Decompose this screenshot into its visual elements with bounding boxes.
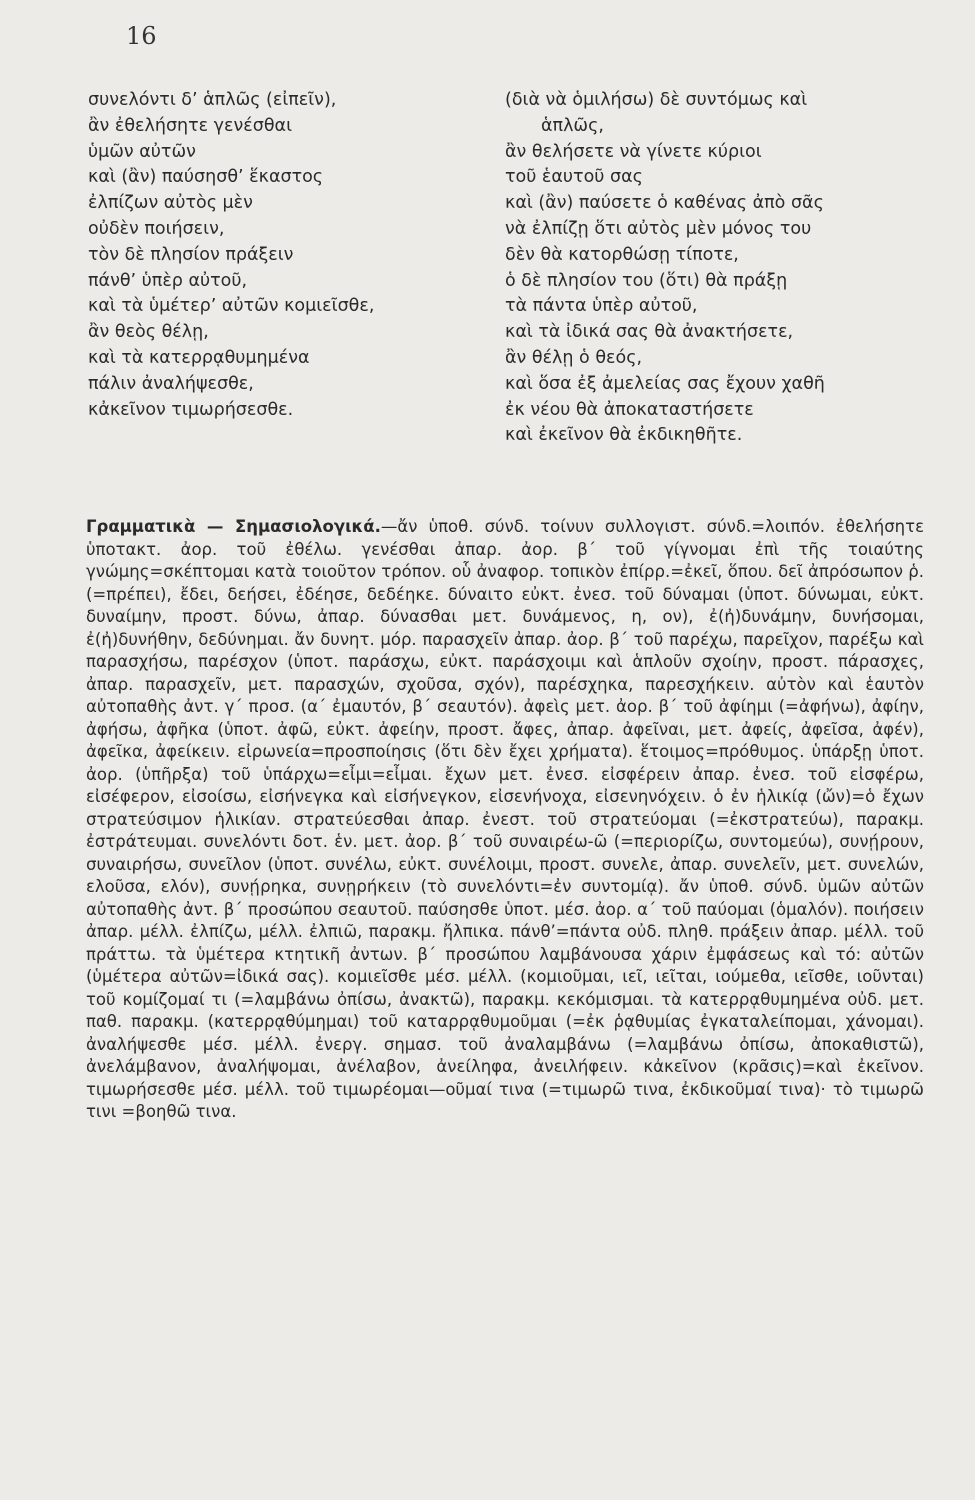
ancient-line: ἂν ἐθελήσητε γενέσθαι: [88, 115, 292, 136]
translation-line: ἐκ νέου θὰ ἀποκαταστήσετε: [505, 399, 754, 420]
translation-line: ἂν θέλῃ ὁ θεός,: [505, 347, 643, 368]
ancient-line: καὶ (ἂν) παύσησθ’ ἕκαστος: [88, 167, 324, 188]
translation-line: δὲν θὰ κατορθώσῃ τίποτε,: [505, 244, 739, 265]
translation-line: καὶ τὰ ἰδικά σας θὰ ἀνακτήσετε,: [505, 322, 794, 343]
translation-line: καὶ (ἂν) παύσετε ὁ καθένας ἀπὸ σᾶς: [505, 193, 824, 214]
translation-column: [505, 88, 935, 449]
translation-line: ἂν θελήσετε νὰ γίνετε κύριοι: [505, 141, 762, 162]
ancient-line: ἂν θεὸς θέλῃ,: [88, 322, 209, 343]
translation-line: τὰ πάντα ὑπὲρ αὐτοῦ,: [505, 296, 698, 317]
ancient-line: συνελόντι δ’ ἁπλῶς (εἰπεῖν),: [88, 90, 337, 110]
ancient-line: ἐλπίζων αὐτὸς μὲν: [88, 193, 253, 214]
translation-line: ὁ δὲ πλησίον του (ὅτι) θὰ πράξῃ: [505, 270, 788, 291]
page-number: 16: [126, 22, 157, 50]
ancient-line: οὐδὲν ποιήσειν,: [88, 218, 225, 239]
grammar-notes: [86, 516, 924, 1124]
translation-line: καὶ ὅσα ἐξ ἀμελείας σας ἔχουν χαθῆ: [505, 373, 825, 394]
translation-line: καὶ ἐκεῖνον θὰ ἐκδικηθῆτε.: [505, 425, 743, 446]
translation-line: ἁπλῶς,: [541, 115, 604, 136]
grammar-paragraph: [86, 516, 924, 1124]
ancient-line: καὶ τὰ ὑμέτερ’ αὐτῶν κομιεῖσθε,: [88, 296, 375, 317]
translation-line: (διὰ νὰ ὁμιλήσω) δὲ συντόμως καὶ: [505, 90, 808, 110]
ancient-line: πάνθ’ ὑπὲρ αὐτοῦ,: [88, 270, 248, 291]
ancient-line: ὑμῶν αὐτῶν: [88, 141, 196, 162]
ancient-text-column: [88, 88, 488, 423]
grammar-title: Γραμματικὰ — Σημασιολογικά.: [86, 517, 381, 536]
ancient-line: τὸν δὲ πλησίον πράξειν: [88, 244, 294, 265]
ancient-line: πάλιν ἀναλήψεσθε,: [88, 373, 254, 394]
grammar-text: —ἄν ὑποθ. σύνδ. τοίνυν συλλογιστ. σύνδ.=λοιπόν. ἐθελήσητε ὑποτακτ. ἀορ. τοῦ ἐθέλω. γενέσθαι ἀπαρ. ἀορ. β΄ τοῦ γίγνομαι ἐπὶ τῆς τοιαύτης γνώμης=σκέπτομαι κατὰ τοιοῦτον τρόπον. οὗ ἀναφορ. τοπικὸν ἐπίρρ.=ἐκεῖ, ὅπου. δεῖ ἀπρόσωπον ῥ. (=πρέπει), ἔδει, δεήσει, ἐδέησε, δεδέηκε. δύναιτο εὐκτ. ἐνεσ. τοῦ δύναμαι (ὑποτ. δύνωμαι, εὐκτ. δυναίμην, προστ. δύνω, ἀπαρ. δύνασθαι μετ. δυνάμενος, η, ον), ἐ(ἠ)δυνάμην, δυνήσομαι, ἐ(ἠ)δυνήθην, δεδύνημαι. ἄν δυνητ. μόρ. παρασχεῖν ἀπαρ. ἀορ. β΄ τοῦ παρέχω, παρεῖχον, παρέξω καὶ παρασχήσω, παρέσχον (ὑποτ. παράσχω, εὐκτ. παράσχοιμι καὶ ἁπλοῦν σχοίην, προστ. πάρασχες, ἀπαρ. παρασχεῖν, μετ. παρασχών, σχοῦσα, σχόν), παρέσχηκα, παρεσχήκειν. αὐτὸν καὶ ἑαυτὸν αὐτοπαθὴς ἀντ. γ΄ προσ. (α΄ ἐμαυτόν, β΄ σεαυτόν). ἀφεὶς μετ. ἀορ. β΄ τοῦ ἀφίημι (=ἀφήνω), ἀφίην, ἀφήσω, ἀφῆκα (ὑποτ. ἀφῶ, εὐκτ. ἀφείην, προστ. ἄφες, ἀπαρ. ἀφεῖναι, μετ. ἀφείς, ἀφεῖσα, ἀφέν), ἀφεῖκα, ἀφείκειν. εἰρωνεία=προσποίησις (ὅτι δὲν ἔχει χρήματα). ἕτοιμος=πρόθυμος. ὑπάρξῃ ὑποτ. ἀορ. (ὑπῆρξα) τοῦ ὑπάρχω=εἶμι=εἶμαι. ἔχων μετ. ἐνεσ. εἰσφέρειν ἀπαρ. ἐνεσ. τοῦ εἰσφέρω, εἰσέφερον, εἰσοίσω, εἰσήνεγκα καὶ εἰσήνεγκον, εἰσενήνοχα, εἰσενηνόχειν. ὁ ἐν ἡλικίᾳ (ὤν)=ὁ ἔχων στρατεύσιμον ἡλικίαν. στρατεύεσθαι ἀπαρ. ἐνεστ. τοῦ στρατεύομαι (=ἐκστρατεύω), παρακμ. ἐστράτευμαι. συνελόντι δοτ. ἑν. μετ. ἀορ. β΄ τοῦ συναιρέω-ῶ (=περιορίζω, συντομεύω), συνῄρουν, συναιρήσω, συνεῖλον (ὑποτ. συνέλω, εὐκτ. συνέλοιμι, προστ. συνελε, ἀπαρ. συνελεῖν, μετ. συνελών, ελοῦσα, ελόν), συνῄρηκα, συνῃρήκειν (τὸ συνελόντι=ἐν συντομίᾳ). ἄν ὑποθ. σύνδ. ὑμῶν αὐτῶν αὐτοπαθὴς ἀντ. β΄ προσώπου σεαυτοῦ. παύσησθε ὑποτ. μέσ. ἀορ. α΄ τοῦ παύομαι (ὁμαλόν). ποιήσειν ἀπαρ. μέλλ. ἐλπίζω, μέλλ. ἐλπιῶ, παρακμ. ἤλπικα. πάνθ’=πάντα οὐδ. πληθ. πράξειν ἀπαρ. μέλλ. τοῦ πράττω. τὰ ὑμέτερα κτητικῆ ἀντων. β΄ προσώπου λαμβάνουσα χάριν ἐμφάσεως καὶ τό: αὐτῶν (ὑμέτερα αὐτῶν=ἰδικά σας). κομιεῖσθε μέσ. μέλλ. (κομιοῦμαι, ιεῖ, ιεῖται, ιούμεθα, ιεῖσθε, ιοῦνται) τοῦ κομίζομαί τι (=λαμβάνω ὀπίσω, ἀνακτῶ), παρακμ. κεκόμισμαι. τὰ κατερρᾳθυμημένα οὐδ. μετ. παθ. παρακμ. (κατερρᾳθύμημαι) τοῦ καταρρᾳθυμοῦμαι (=ἐκ ῥᾳθυμίας ἐγκαταλείπομαι, χάνομαι). ἀναλήψεσθε μέσ. μέλλ. ἐνεργ. σημασ. τοῦ ἀναλαμβάνω (=λαμβάνω ὀπίσω, ἀποκαθιστῶ), ἀνελάμβανον, ἀναλήψομαι, ἀνέλαβον, ἀνείληφα, ἀνειλήφειν. κἀκεῖνον (κρᾶσις)=καὶ ἐκεῖνον. τιμωρήσεσθε μέσ. μέλλ. τοῦ τιμωρέομαι—οῦμαί τινα (=τιμωρῶ τινα, ἐκδικοῦμαί τινα)· τὸ τιμωρῶ τινι =βοηθῶ τινα.: [86, 517, 924, 1121]
ancient-line: καὶ τὰ κατερρᾳθυμημένα: [88, 347, 310, 368]
ancient-line: κἀκεῖνον τιμωρήσεσθε.: [88, 399, 294, 420]
translation-line: τοῦ ἑαυτοῦ σας: [505, 167, 643, 188]
translation-line: νὰ ἐλπίζῃ ὅτι αὐτὸς μὲν μόνος του: [505, 218, 812, 239]
